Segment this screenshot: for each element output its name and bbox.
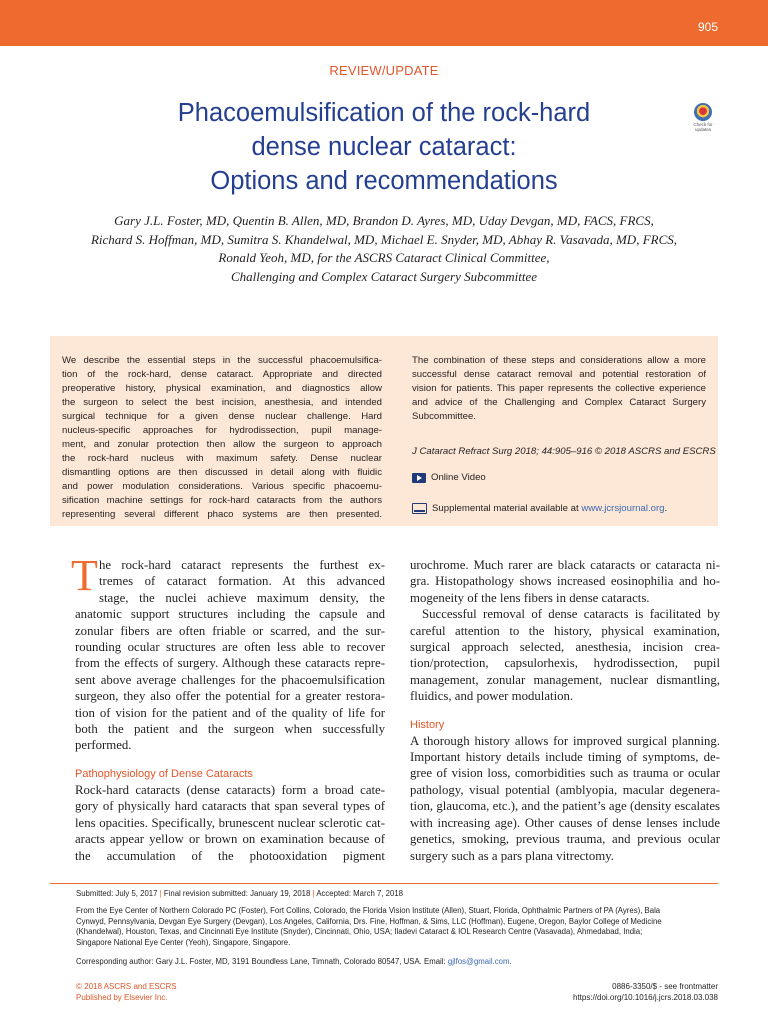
body-line: gra. Histopathology shows increased eosinophilia and ho- [410,574,720,589]
abstract-line: tion of the rock-hard, dense cataract. Appropriate and directed [62,369,382,380]
body-line: Successful removal of dense cataracts is facilitated by [422,607,720,622]
body-line: aracts appear yellow or brown on examination because of [75,832,385,847]
separator: | [312,889,315,898]
spacer [410,705,720,717]
body-line: performed. [75,738,132,753]
body-line: tion/protection, capsulorhexis, hydrodissection, pupil [410,656,720,671]
body-line: Important history details include timing of symptoms, de- [410,750,720,765]
body-line: Rock-hard cataracts (dense cataracts) form a broad cate- [75,782,385,797]
abstract-box [50,336,718,526]
affiliation-line: Cynwyd, Pennsylvania, Devgan Eye Surgery (Devgan), Los Angeles, California, Drs. Fine, Hoffman, & Sims, LLC (Hoffman), Eugene, Oregon, Baylor College of Medicine [76,916,662,926]
body-line: rounding ocular structures are often less able to recover [75,640,385,655]
author-line: Challenging and Complex Cataract Surgery Subcommittee [230,268,538,284]
abstract-line: vision for patients. This paper represents the collective experience [412,383,706,394]
abstract-line: representing several different phaco systems are then presented. [62,509,382,520]
supplemental-text [432,503,667,514]
body-line: A thorough history allows for improved surgical planning. [410,733,720,748]
body-line: anatomic support structures including the capsule and [75,607,385,622]
final-revision-date: Final revision submitted: January 19, 2018 [163,889,311,898]
footer-copyright [76,981,177,1003]
issn-text: 0886-3350/$ - see frontmatter [612,982,718,991]
section-heading-pathophysiology: Pathophysiology of Dense Cataracts [75,767,253,780]
body-line: genetics, smoking, previous trauma, and previous ocular [410,832,720,847]
abstract-right-column [412,354,706,424]
body-line: surgery such as a pars plana vitrectomy. [410,848,614,863]
copyright-text: © 2018 ASCRS and ESCRS [76,982,177,991]
publisher-text: Published by Elsevier Inc. [76,993,168,1002]
spacer [75,754,385,766]
affiliation-line: From the Eye Center of Northern Colorado PC (Foster), Fort Collins, Colorado, the Florida Vision Institute (Allen), Stuart, Florida, Ophthalmic Partners of PA (Ayres), Bala [76,906,661,915]
submission-dates [76,889,726,900]
abstract-line: surgical technique for a given dense nuclear challenge. Hard [62,411,382,422]
online-video-label: Online Video [431,472,486,483]
body-line: surgical approach selected, anesthesia, incision crea- [410,640,720,655]
separator: | [159,889,162,898]
body-line: urochrome. Much rarer are black cataracts or cataracta ni- [410,558,720,572]
accepted-date: Accepted: March 7, 2018 [316,889,403,898]
abstract-left-column [62,354,382,522]
body-line: tion of vision for the patient and of the quality of life for [75,705,385,720]
body-line: gree of vision loss, comorbidities such as trauma or ocular [410,766,720,781]
affiliation-line: (Khandelwal), Houston, Texas, and Cincinnati Eye Institute (Snyder), Cincinnati, Ohio, USA; Iladevi Cataract & IOL Research Centre (Vasavada), Ahmedabad, India; [76,927,643,936]
body-left-column [71,551,385,864]
badge-line: Check for [693,122,713,127]
doi-link[interactable]: https://doi.org/10.1016/j.jcrs.2018.03.038 [573,993,718,1002]
abstract-line: successful dense cataract removal and potential restoration of [412,369,706,380]
check-for-updates-icon [694,103,712,121]
body-line: he rock-hard cataract represents the furthest ex- [99,558,385,572]
body-line: management, zonular management, nuclear dismantling, [410,672,720,687]
body-line: zonular fibers are often friable or scarred, and the sur- [75,623,385,638]
abstract-line: and power modulation considerations. Various specific phacoemu- [62,481,382,492]
section-label: REVIEW/UPDATE [329,63,439,78]
abstract-line: sification machine settings for rock-hard cataracts from the authors [62,495,382,506]
body-line: sent above average challenges for the phacoemulsification [75,672,385,687]
body-line: lens opacities. Specifically, brunescent nuclear sclerotic cat- [75,815,385,830]
body-line: the accumulation of the photooxidation pigment [75,848,385,863]
author-line: Richard S. Hoffman, MD, Sumitra S. Khandelwal, MD, Michael E. Snyder, MD, Abhay R. Vasavada, MD, FRCS, [90,231,677,247]
body-line: tremes of cataract formation. At this advanced [99,574,385,589]
corresponding-text: Corresponding author: Gary J.L. Foster, MD, 3191 Boundless Lane, Timnath, Colorado 80547, USA. Email: [76,957,448,966]
footnote-divider [50,883,718,884]
article-title [100,96,668,198]
abstract-line: and advice of the Challenging and Complex Cataract Surgery [412,397,706,408]
corresponding-end: . [509,957,512,966]
abstract-line: Subcommittee. [412,411,476,422]
body-line: tion, glaucoma, etc.), and the patient’s age (density escalates [410,799,720,814]
badge-text [688,122,718,132]
author-line: Ronald Yeoh, MD, for the ASCRS Cataract Clinical Committee, [218,250,550,266]
monitor-icon [412,503,427,514]
body-line: fluidics, and power modulation. [410,689,574,704]
abstract-line: preoperative history, physical examination, and diagnostics allow [62,383,382,394]
body-line: both the patient and the surgeon when successfully [75,722,385,737]
page-number: 905 [697,20,718,34]
corresponding-author [76,957,726,968]
body-line: careful attention to the history, physical examination, [410,623,720,638]
abstract-line: nucleus-specific approaches for hydrodissection, pupil manage- [62,425,382,436]
affiliations [76,906,726,948]
footer-identifiers [573,981,718,1003]
body-line: surgeon, they also offer the potential for a greater restora- [75,689,385,704]
body-line: from the effects of surgery. Although these cataracts repre- [75,656,385,671]
journal-citation: J Cataract Refract Surg 2018; 44:905–916 © 2018 ASCRS and ESCRS [412,446,716,457]
online-video-link[interactable] [412,472,486,483]
body-line: gory of physically hard cataracts that span several types of [75,799,385,814]
abstract-line: ment, and zonular protection then allow the surgeon to approach [62,439,382,450]
body-line: mogeneity of the lens fibers in dense cataracts. [410,590,650,605]
body-line: stage, the nuclei achieve maximum density, the [99,590,385,605]
supplemental-prefix: Supplemental material available at [432,503,582,514]
video-play-icon [412,473,426,483]
supplemental-material [412,503,667,514]
body-line: with increasing age). Other causes of dense lenses include [410,815,720,830]
abstract-line: the rock-hard nucleus with maximum safety. Dense nuclear [62,453,382,464]
top-banner [0,0,768,46]
submitted-date: Submitted: July 5, 2017 [76,889,158,898]
author-line: Gary J.L. Foster, MD, Quentin B. Allen, MD, Brandon D. Ayres, MD, Uday Devgan, MD, FACS, FRCS, [114,213,654,228]
abstract-line: the surgeon to select the best incision, anesthesia, and intended [62,397,382,408]
corresponding-line [76,957,726,968]
title-line: dense nuclear cataract: [251,133,517,161]
journal-url-link[interactable]: www.jcrsjournal.org [581,503,665,514]
abstract-line: We describe the essential steps in the successful phacoemulsifica- [62,355,382,366]
drop-cap: T [71,551,98,600]
badge-line: updates [694,127,711,132]
abstract-line: The combination of these steps and considerations allow a more [412,355,706,366]
body-line: pathology, visual potential (amblyopia, macular degenera- [410,782,720,797]
abstract-line: dismantling options are then discussed in detail along with fluidic [62,467,382,478]
affiliation-line: Singapore National Eye Center (Yeoh), Singapore, Singapore. [76,937,291,947]
author-list [40,212,728,286]
title-line: Options and recommendations [210,167,558,195]
body-right-column [410,557,720,864]
email-link[interactable]: gjlfos@gmail.com [447,957,510,966]
title-line: Phacoemulsification of the rock-hard [177,99,591,127]
check-for-updates-badge[interactable] [688,103,718,137]
supplemental-end: . [664,503,668,514]
dates-line [76,889,726,900]
section-heading-history: History [410,718,445,731]
